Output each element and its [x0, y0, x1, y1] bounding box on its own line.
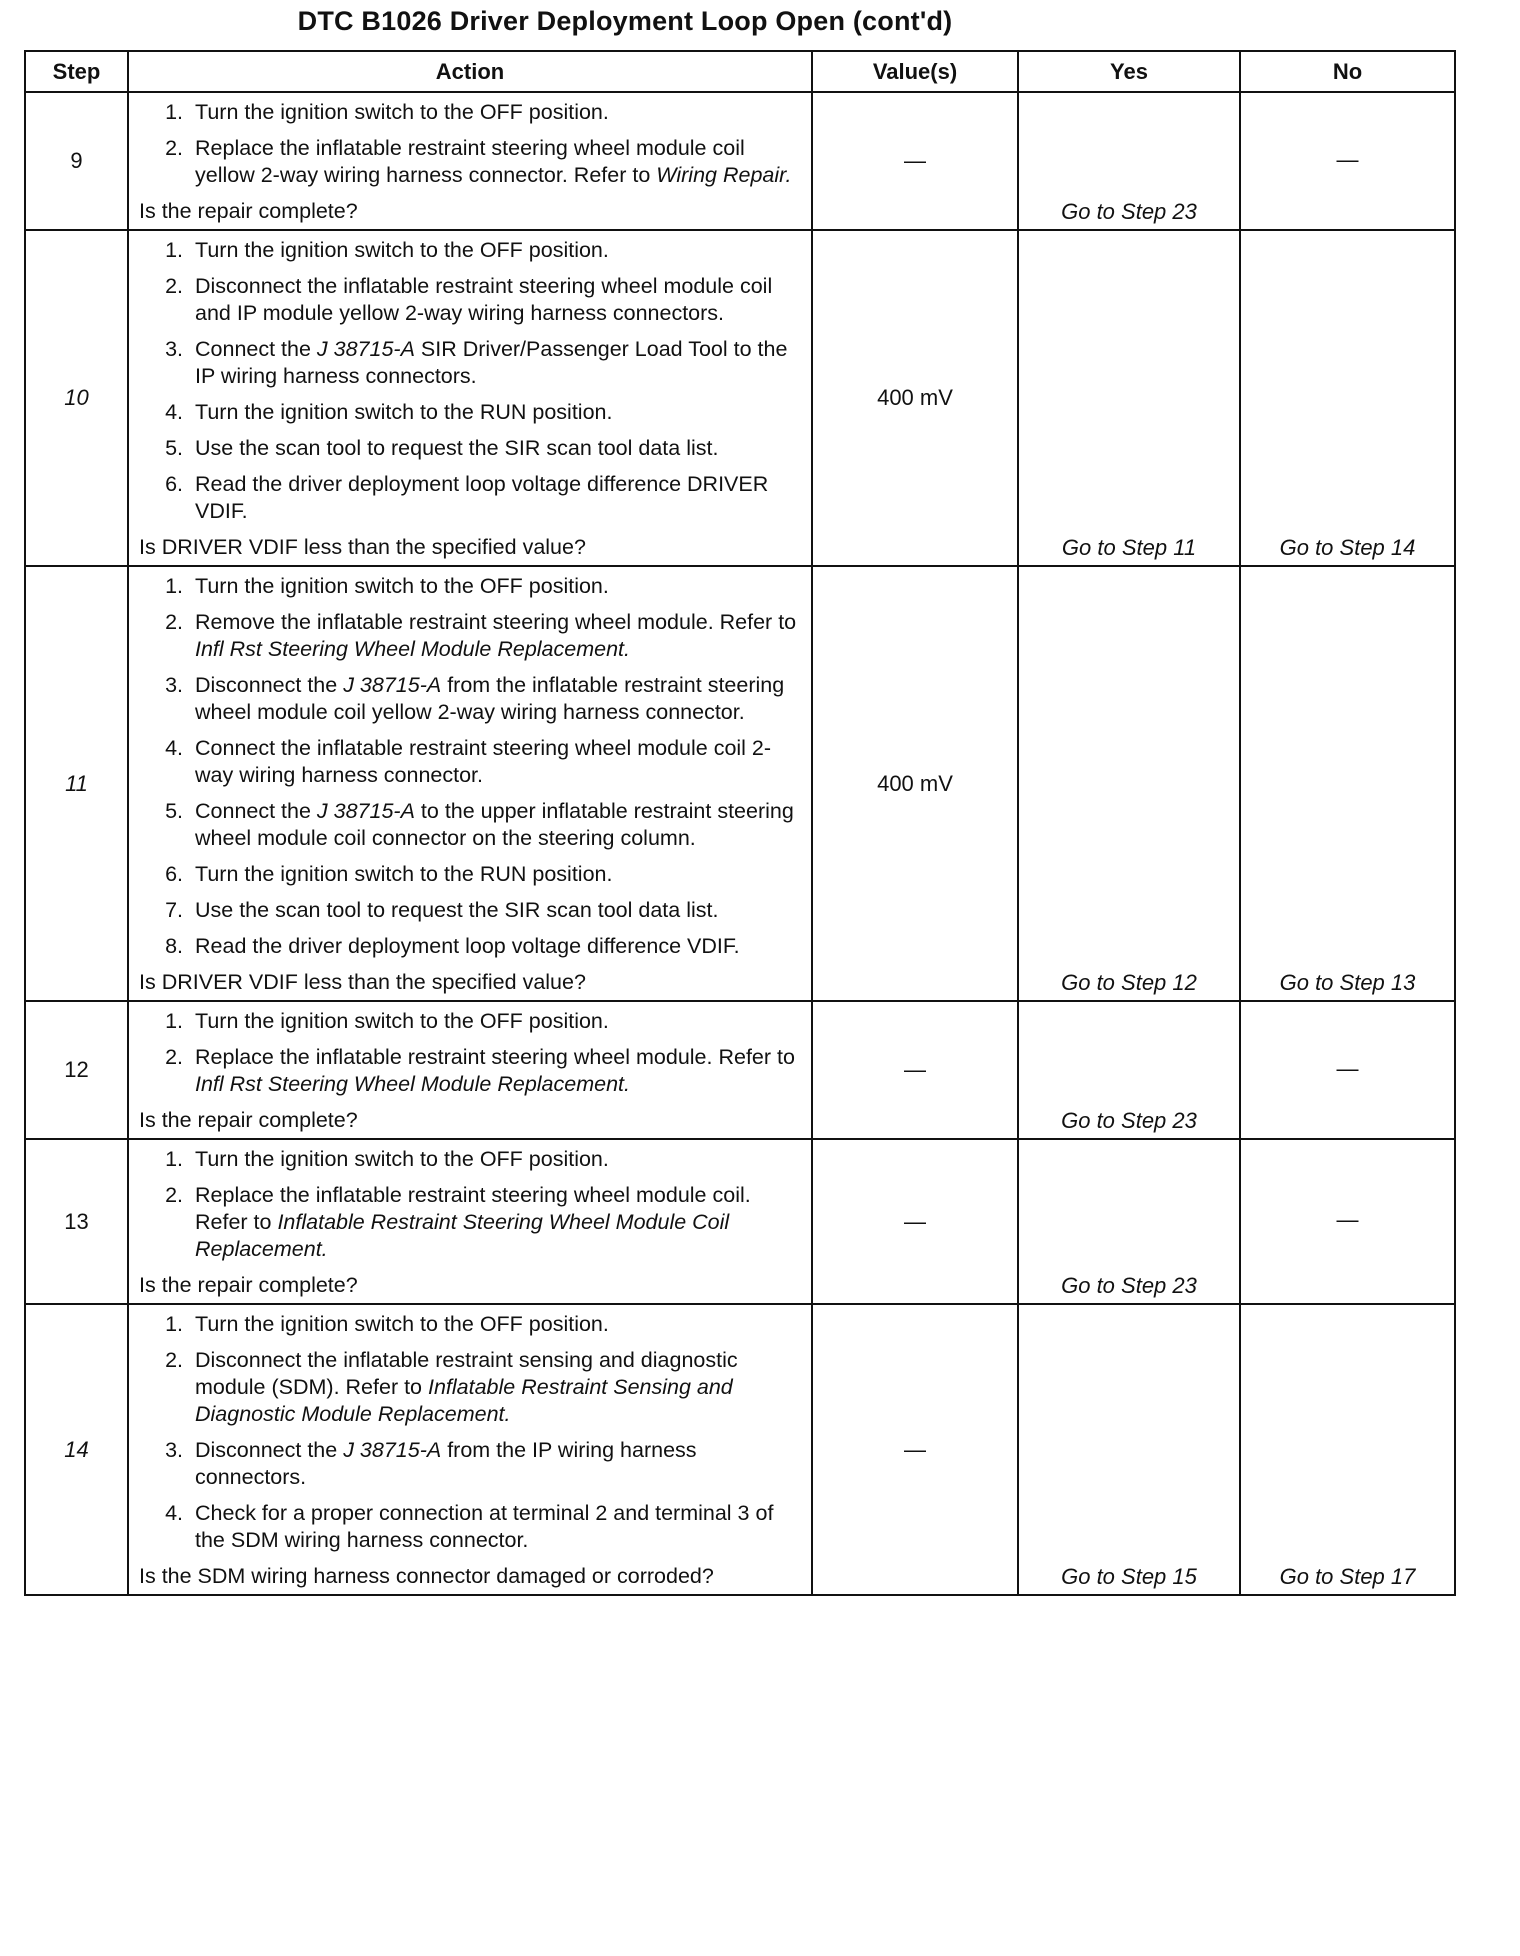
table-row [25, 1001, 1455, 1139]
action-question: Is DRIVER VDIF less than the specified value? [139, 970, 586, 994]
action-step [189, 1437, 803, 1491]
action-text: Replace the inflatable restraint steering wheel module. Refer to [195, 1045, 795, 1069]
action-text: Turn the ignition switch to the OFF position. [195, 238, 609, 262]
reference-text: J 38715-A [316, 337, 415, 361]
action-text: Use the scan tool to request the SIR scan tool data list. [195, 898, 719, 922]
action-text: Replace the inflatable restraint steering wheel module coil yellow 2-way wiring harness connector. Refer to [195, 136, 745, 187]
column-header-step: Step [25, 51, 128, 92]
action-text: Disconnect the inflatable restraint sensing and diagnostic module (SDM). Refer to [195, 1348, 738, 1399]
column-header-values: Value(s) [812, 51, 1018, 92]
action-step [189, 672, 803, 726]
page-title: DTC B1026 Driver Deployment Loop Open (cont'd) [297, 6, 953, 36]
action-text: Turn the ignition switch to the OFF position. [195, 1312, 609, 1336]
value-cell: — [812, 1001, 1018, 1139]
action-step [189, 609, 803, 663]
reference-text: J 38715-A [343, 673, 442, 697]
action-text: Turn the ignition switch to the RUN position. [195, 400, 613, 424]
action-step [189, 573, 803, 600]
action-step [189, 471, 803, 525]
step-number: 11 [25, 566, 128, 1001]
action-step [189, 135, 803, 189]
action-cell [128, 1139, 812, 1304]
action-cell [128, 1304, 812, 1595]
action-text: Use the scan tool to request the SIR scan tool data list. [195, 436, 719, 460]
action-step [189, 1008, 803, 1035]
step-number: 14 [25, 1304, 128, 1595]
yes-result: Go to Step 12 [1018, 566, 1240, 1001]
action-question: Is the SDM wiring harness connector damaged or corroded? [139, 1564, 714, 1588]
action-text: Read the driver deployment loop voltage difference VDIF. [195, 934, 740, 958]
action-text: Turn the ignition switch to the RUN position. [195, 862, 613, 886]
reference-text: Wiring Repair. [656, 163, 792, 187]
action-step [189, 861, 803, 888]
value-cell: — [812, 92, 1018, 230]
action-step [189, 435, 803, 462]
action-step [189, 933, 803, 960]
action-step [189, 798, 803, 852]
action-cell [128, 566, 812, 1001]
action-step-list [139, 237, 803, 525]
table-row [25, 1139, 1455, 1304]
action-step [189, 897, 803, 924]
table-row [25, 1304, 1455, 1595]
step-number: 10 [25, 230, 128, 566]
action-text: Disconnect the [195, 1438, 344, 1462]
table-header-row [25, 51, 1455, 92]
action-step [189, 1146, 803, 1173]
action-step [189, 1500, 803, 1554]
action-step-list [139, 1146, 803, 1263]
action-step-list [139, 99, 803, 189]
value-cell: 400 mV [812, 566, 1018, 1001]
reference-text: Inflatable Restraint Sensing and Diagnostic Module Replacement. [195, 1375, 733, 1426]
column-header-yes: Yes [1018, 51, 1240, 92]
action-cell [128, 230, 812, 566]
action-step-list [139, 573, 803, 960]
action-text: from the IP wiring harness connectors. [195, 1438, 697, 1489]
action-step [189, 273, 803, 327]
action-text: Replace the inflatable restraint steering wheel module coil. Refer to [195, 1183, 751, 1234]
action-cell [128, 1001, 812, 1139]
action-step-list [139, 1311, 803, 1554]
reference-text: J 38715-A [316, 799, 415, 823]
action-question: Is the repair complete? [139, 199, 358, 223]
action-text: Check for a proper connection at terminal 2 and terminal 3 of the SDM wiring harness connector. [195, 1501, 774, 1552]
action-text: Disconnect the [195, 673, 344, 697]
no-result: Go to Step 14 [1240, 230, 1455, 566]
action-question: Is DRIVER VDIF less than the specified value? [139, 535, 586, 559]
yes-result: Go to Step 23 [1018, 1139, 1240, 1304]
step-number: 12 [25, 1001, 128, 1139]
action-text: SIR Driver/Passenger Load Tool to the IP wiring harness connectors. [195, 337, 788, 388]
table-body [25, 92, 1455, 1595]
action-step [189, 1044, 803, 1098]
action-step [189, 336, 803, 390]
action-text: Connect the [195, 799, 317, 823]
action-question: Is the repair complete? [139, 1273, 358, 1297]
value-cell: — [812, 1139, 1018, 1304]
column-header-no: No [1240, 51, 1455, 92]
table-row [25, 92, 1455, 230]
action-question: Is the repair complete? [139, 1108, 358, 1132]
action-text: Read the driver deployment loop voltage difference DRIVER VDIF. [195, 472, 769, 523]
diagnostic-table [24, 50, 1456, 1596]
action-step [189, 99, 803, 126]
action-step [189, 1347, 803, 1428]
reference-text: Inflatable Restraint Steering Wheel Module Coil Replacement. [195, 1210, 730, 1261]
action-text: Disconnect the inflatable restraint steering wheel module coil and IP module yellow 2-way wiring harness connectors. [195, 274, 773, 325]
value-cell: 400 mV [812, 230, 1018, 566]
action-text: from the inflatable restraint steering wheel module coil yellow 2-way wiring harness connector. [195, 673, 785, 724]
yes-result: Go to Step 15 [1018, 1304, 1240, 1595]
action-text: Remove the inflatable restraint steering wheel module. Refer to [195, 610, 797, 634]
action-text: Turn the ignition switch to the OFF position. [195, 1147, 609, 1171]
step-number: 9 [25, 92, 128, 230]
no-result: — [1240, 1001, 1455, 1139]
action-step [189, 735, 803, 789]
reference-text: Infl Rst Steering Wheel Module Replacement. [195, 637, 630, 661]
action-step [189, 399, 803, 426]
action-text: Connect the inflatable restraint steering wheel module coil 2-way wiring harness connector. [195, 736, 772, 787]
column-header-action: Action [128, 51, 812, 92]
yes-result: Go to Step 23 [1018, 1001, 1240, 1139]
action-step [189, 1182, 803, 1263]
no-result: — [1240, 1139, 1455, 1304]
reference-text: J 38715-A [343, 1438, 442, 1462]
no-result: Go to Step 17 [1240, 1304, 1455, 1595]
table-row [25, 566, 1455, 1001]
table-row [25, 230, 1455, 566]
action-text: Turn the ignition switch to the OFF position. [195, 1009, 609, 1033]
action-step-list [139, 1008, 803, 1098]
step-number: 13 [25, 1139, 128, 1304]
action-text: Turn the ignition switch to the OFF position. [195, 100, 609, 124]
action-step [189, 237, 803, 264]
action-cell [128, 92, 812, 230]
reference-text: Infl Rst Steering Wheel Module Replacement. [195, 1072, 630, 1096]
yes-result: Go to Step 11 [1018, 230, 1240, 566]
no-result: Go to Step 13 [1240, 566, 1455, 1001]
action-step [189, 1311, 803, 1338]
action-text: to the upper inflatable restraint steering wheel module coil connector on the steering column. [195, 799, 794, 850]
yes-result: Go to Step 23 [1018, 92, 1240, 230]
action-text: Connect the [195, 337, 317, 361]
value-cell: — [812, 1304, 1018, 1595]
no-result: — [1240, 92, 1455, 230]
action-text: Turn the ignition switch to the OFF position. [195, 574, 609, 598]
